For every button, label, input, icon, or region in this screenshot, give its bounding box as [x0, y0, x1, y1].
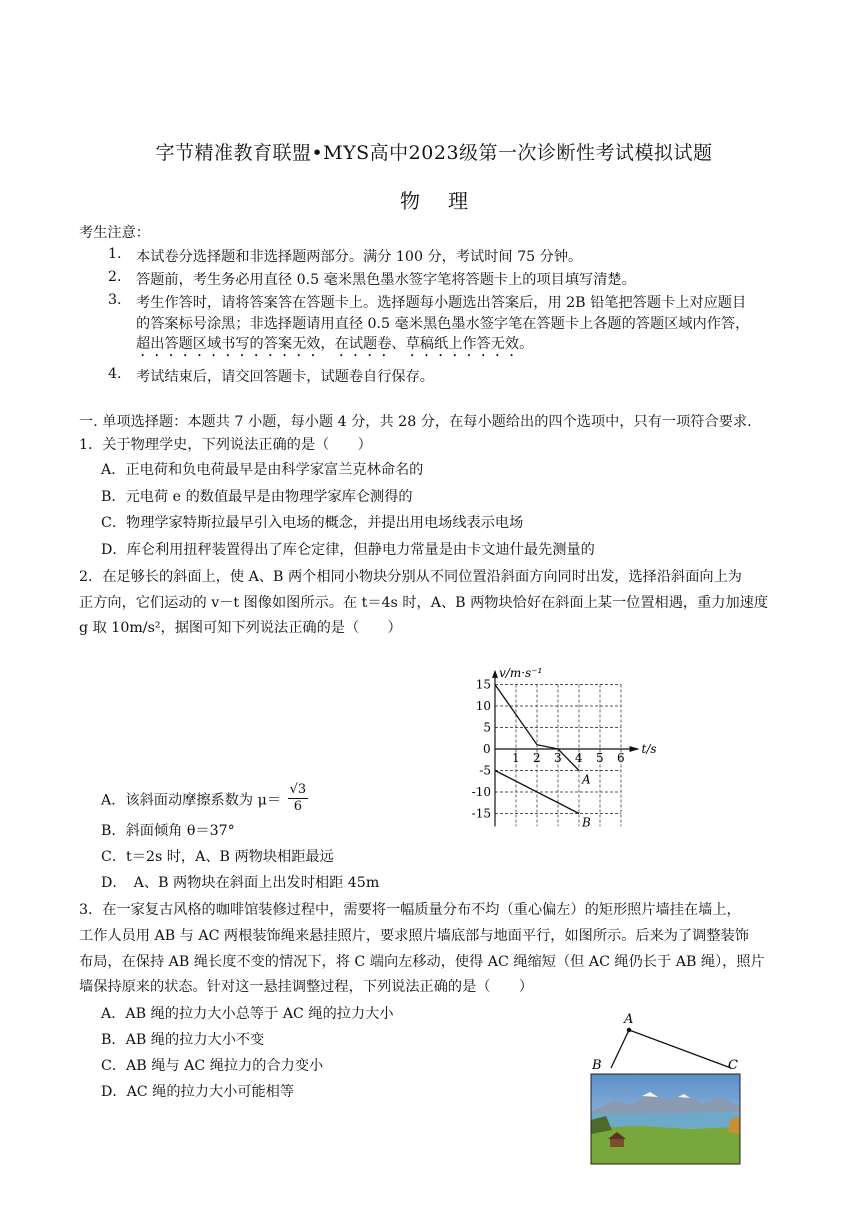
rope-ac [629, 1030, 731, 1068]
notice-text: 答题前，考生务必用直径 0.5 毫米黑色墨水签字笔将答题卡上的项目填写清楚。 [136, 272, 636, 288]
origin-label: 0 [483, 742, 491, 756]
x-axis-arrow [630, 746, 640, 752]
notice-text: 的答案标号涂黑；非选择题请用直径 0.5 毫米黑色墨水签字笔在答题卡上各题的答题区域内作答， [136, 316, 750, 332]
label-a: A [624, 1012, 634, 1027]
hanging-point-a [627, 1028, 632, 1033]
fraction-denominator: 6 [293, 799, 302, 814]
y-tick-label: 5 [483, 720, 491, 735]
y-tick-label: 10 [475, 699, 491, 713]
notice-text: 考生作答时，请将答案答在答题卡上。选择题每小题选出答案后，用 2B 铅笔把答题卡上对应题目 [136, 295, 747, 311]
notice-text: 本试卷分选择题和非选择题两部分。满分 100 分，考试时间 75 分钟。 [136, 249, 583, 265]
y-tick-label: -10 [471, 785, 491, 799]
x-tick-label: 4 [575, 751, 583, 765]
question-3-option-a: A．AB 绳的拉力大小总等于 AC 绳的拉力大小 [101, 1006, 394, 1022]
x-tick-label: 2 [533, 751, 541, 765]
question-1-option-c: C．物理学家特斯拉最早引入电场的概念，并提出用电场线表示电场 [101, 515, 524, 531]
question-1-option-d: D．库仑利用扭秤装置得出了库仑定律，但静电力常量是由卡文迪什最先测量的 [101, 542, 595, 558]
landscape-photo [591, 1074, 740, 1164]
notice-text: 考试结束后，请交回答题卡，试题卷自行保存。 [136, 369, 434, 385]
x-tick-label: 5 [596, 751, 604, 765]
question-3-option-d: D．AC 绳的拉力大小可能相等 [101, 1084, 295, 1100]
subject-title: 物理 [400, 189, 496, 213]
question-3-option-c: C．AB 绳与 AC 绳拉力的合力变小 [101, 1058, 324, 1074]
hanging-photo-figure [580, 1008, 750, 1168]
question-3-stem-line: 墙保持原来的状态。针对这一悬挂调整过程，下列说法正确的是（ ） [79, 979, 534, 995]
question-3-option-b: B．AB 绳的拉力大小不变 [101, 1032, 265, 1048]
notice-num: 3. [108, 292, 122, 308]
question-2-stem-line: 2．在足够长的斜面上，使 A、B 两个相同小物块分别从不同位置沿斜面方向同时出发，选择沿斜面向上为 [79, 569, 742, 585]
question-2-option-a [101, 784, 308, 817]
label-b: B [592, 1058, 602, 1073]
question-2-option-b: B．斜面倾角 θ＝37° [101, 823, 235, 839]
x-tick-label: 1 [512, 751, 520, 765]
chart-axes [492, 670, 640, 827]
series-label-a: A [582, 772, 591, 787]
y-tick-label: 15 [475, 677, 491, 692]
y-axis-arrow [492, 670, 498, 678]
question-1-option-b: B．元电荷 e 的数值最早是由物理学家库仑测得的 [101, 489, 413, 505]
option-a-prefix: A．该斜面动摩擦系数为 μ＝ [101, 792, 282, 809]
notice-text-emphasized: 超出答题区域书写的答案无效，在试题卷、草稿纸上作答无效。 [136, 336, 534, 352]
question-1-option-a: A．正电荷和负电荷最早是由科学家富兰克林命名的 [101, 462, 424, 478]
section-heading: 一. 单项选择题：本题共 7 小题，每小题 4 分，共 28 分，在每小题给出的四个选项中，只有一项符合要求. [79, 414, 752, 430]
question-1-stem: 1．关于物理学史，下列说法正确的是（ ） [79, 437, 372, 453]
x-tick-label: 3 [554, 751, 562, 765]
question-2-option-c: C．t＝2s 时，A、B 两物块相距最远 [101, 849, 334, 865]
y-tick-label: -15 [471, 806, 491, 821]
notice-heading: 考生注意： [79, 225, 150, 241]
notice-num: 2. [108, 269, 122, 285]
question-2-stem-line: g 取 10m/s²，据图可知下列说法正确的是（ ） [79, 620, 402, 636]
question-3-stem-line: 3．在一家复古风格的咖啡馆装修过程中，需要将一幅质量分布不均（重心偏左）的矩形照片墙挂在墙上， [79, 902, 741, 918]
y-tick-label: -5 [479, 763, 491, 778]
x-tick-label: 6 [617, 751, 625, 765]
fraction [288, 782, 309, 815]
fraction-numerator: √3 [289, 782, 307, 797]
notice-num: 1. [108, 246, 122, 262]
series-label-b: B [582, 815, 591, 830]
label-c: C [728, 1058, 738, 1073]
question-3-stem-line: 工作人员用 AB 与 AC 两根装饰绳来悬挂照片，要求照片墙底部与地面平行，如图所示。后来为了调整装饰 [79, 928, 749, 944]
question-3-stem-line: 布局，在保持 AB 绳长度不变的情况下，将 C 端向左移动，使得 AC 绳缩短（但 AC 绳仍长于 AB 绳），照片 [79, 954, 765, 970]
y-axis-label: v/m·s⁻¹ [499, 665, 543, 680]
x-axis-label: t/s [641, 742, 657, 756]
question-2-option-d: D． A、B 两物块在斜面上出发时相距 45m [101, 875, 380, 891]
vt-chart [445, 655, 655, 845]
rope-ab [611, 1030, 629, 1068]
exam-title: 字节精准教育联盟•MYS高中2023级第一次诊断性考试模拟试题 [155, 142, 713, 164]
notice-num: 4. [108, 366, 122, 382]
question-2-stem-line: 正方向，它们运动的 v－t 图像如图所示。在 t＝4s 时，A、B 两物块恰好在斜面上某一位置相遇，重力加速度 [79, 595, 769, 611]
